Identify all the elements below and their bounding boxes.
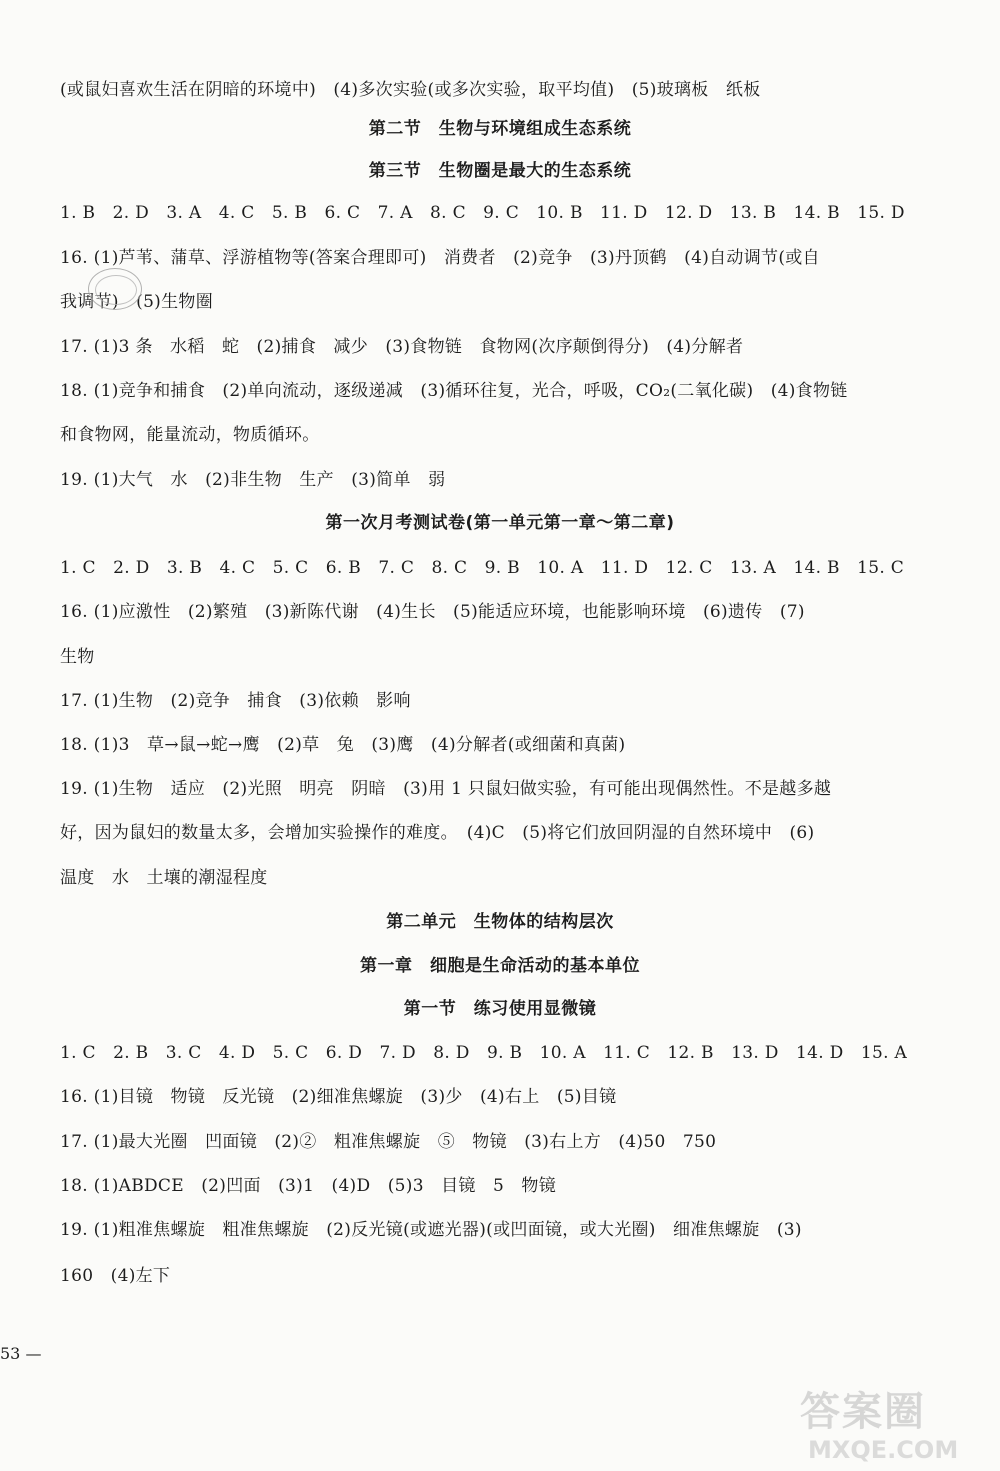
section-heading: 第一节 练习使用显微镜	[403, 999, 597, 1019]
answer-line: 和食物网，能量流动，物质循环。	[60, 425, 320, 445]
answer-line: 18. (1)3 草→鼠→蛇→鹰 (2)草 兔 (3)鹰 (4)分解者(或细菌和真菌)	[60, 735, 626, 755]
answer-line: 19. (1)生物 适应 (2)光照 明亮 阴暗 (3)用 1 只鼠妇做实验，有可能出现偶然性。不是越多越	[60, 779, 832, 799]
answer-line: 1. C 2. B 3. C 4. D 5. C 6. D 7. D 8. D 9. B 10. A 11. C 12. B 13. D 14. D 15. A	[60, 1043, 908, 1063]
chapter-heading: 第一章 细胞是生命活动的基本单位	[360, 956, 640, 976]
watermark-logo	[800, 1380, 990, 1464]
watermark-url: MXQE.COM	[808, 1436, 959, 1464]
page-number: 53 —	[0, 1344, 42, 1363]
section-heading: 第三节 生物圈是最大的生态系统	[368, 161, 632, 181]
answer-line: 17. (1)3 条 水稻 蛇 (2)捕食 减少 (3)食物链 食物网(次序颠倒得分) (4)分解者	[60, 337, 744, 357]
answer-line: 16. (1)目镜 物镜 反光镜 (2)细准焦螺旋 (3)少 (4)右上 (5)目镜	[60, 1087, 617, 1107]
answer-line: 19. (1)粗准焦螺旋 粗准焦螺旋 (2)反光镜(或遮光器)(或凹面镜，或大光圈) 细准焦螺旋 (3)	[60, 1220, 802, 1240]
unit-heading: 第二单元 生物体的结构层次	[386, 912, 614, 932]
answer-line: 1. B 2. D 3. A 4. C 5. B 6. C 7. A 8. C 9. C 10. B 11. D 12. D 13. B 14. B 15. D	[60, 203, 905, 223]
ink-stamp-ring	[95, 275, 137, 305]
answer-line: 我调节) (5)生物圈	[60, 292, 214, 312]
ink-stamp	[88, 268, 142, 310]
watermark-main: 答案圈	[800, 1389, 926, 1435]
answer-line: 生物	[60, 647, 95, 667]
answer-line: 1. C 2. D 3. B 4. C 5. C 6. B 7. C 8. C 9. B 10. A 11. D 12. C 13. A 14. B 15. C	[60, 558, 905, 578]
answer-line: 160 (4)左下	[60, 1266, 171, 1286]
section-heading: 第一次月考测试卷(第一单元第一章～第二章)	[325, 513, 675, 533]
answer-line: 16. (1)应激性 (2)繁殖 (3)新陈代谢 (4)生长 (5)能适应环境，也能影响环境 (6)遗传 (7)	[60, 602, 805, 622]
answer-line: 温度 水 土壤的潮湿程度	[60, 868, 268, 888]
answer-line: 17. (1)生物 (2)竞争 捕食 (3)依赖 影响	[60, 691, 411, 711]
answer-line: (或鼠妇喜欢生活在阴暗的环境中) (4)多次实验(或多次实验，取平均值) (5)玻璃板 纸板	[60, 80, 761, 100]
answer-line: 好，因为鼠妇的数量太多，会增加实验操作的难度。 (4)C (5)将它们放回阴湿的自然环境中 (6)	[60, 823, 815, 843]
answer-line: 19. (1)大气 水 (2)非生物 生产 (3)简单 弱	[60, 470, 446, 490]
section-heading: 第二节 生物与环境组成生态系统	[368, 119, 632, 139]
answer-line: 18. (1)ABDCE (2)凹面 (3)1 (4)D (5)3 目镜 5 物镜	[60, 1176, 557, 1196]
answer-line: 17. (1)最大光圈 凹面镜 (2)② 粗准焦螺旋 ⑤ 物镜 (3)右上方 (4)50 750	[60, 1132, 717, 1152]
answer-line: 18. (1)竞争和捕食 (2)单向流动，逐级递减 (3)循环往复，光合，呼吸，CO₂(二氧化碳) (4)食物链	[60, 381, 848, 401]
answer-line: 16. (1)芦苇、蒲草、浮游植物等(答案合理即可) 消费者 (2)竞争 (3)丹顶鹤 (4)自动调节(或自	[60, 248, 820, 268]
